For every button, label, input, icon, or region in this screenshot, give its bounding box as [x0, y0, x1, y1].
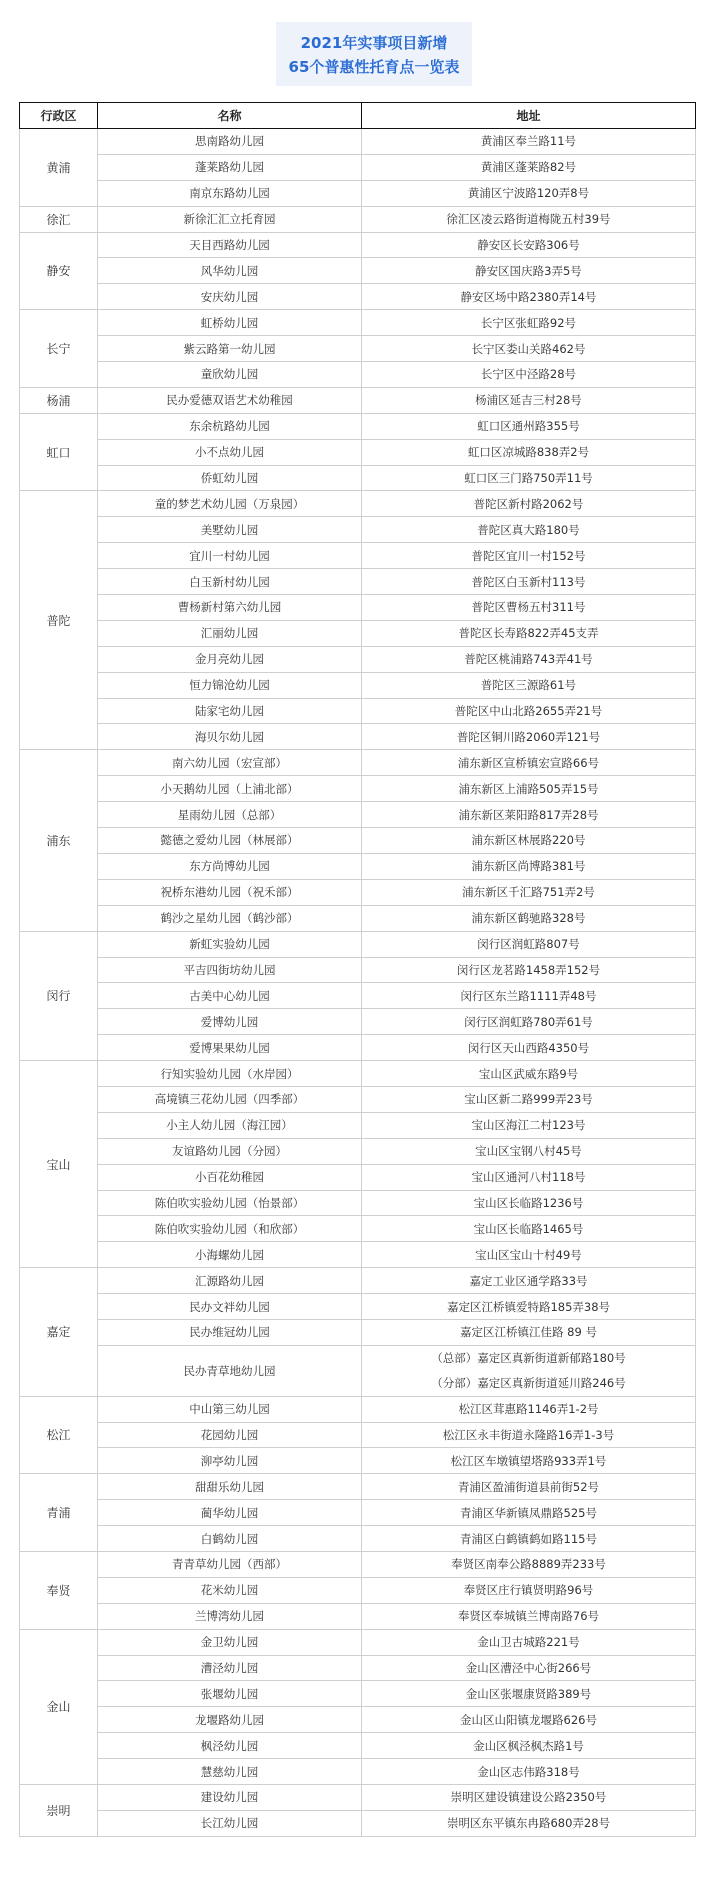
address-cell: 闵行区东兰路1111弄48号: [362, 983, 696, 1009]
name-cell: 小不点幼儿园: [98, 439, 362, 465]
district-cell: 松江: [20, 1396, 98, 1474]
table-row: [20, 620, 696, 646]
name-cell: 慧慈幼儿园: [98, 1759, 362, 1785]
table-row: [20, 1035, 696, 1061]
table-row: [20, 1577, 696, 1603]
name-cell: 古美中心幼儿园: [98, 983, 362, 1009]
name-cell: 蓬莱路幼儿园: [98, 154, 362, 180]
address-cell: 嘉定区江桥镇爱特路185弄38号: [362, 1294, 696, 1320]
name-cell: 汇丽幼儿园: [98, 620, 362, 646]
name-cell: 枫泾幼儿园: [98, 1733, 362, 1759]
address-cell: 崇明区建设镇建设公路2350号: [362, 1785, 696, 1811]
address-cell: 普陀区新村路2062号: [362, 491, 696, 517]
name-cell: 风华幼儿园: [98, 258, 362, 284]
address-cell: 金山区志伟路318号: [362, 1759, 696, 1785]
name-cell: 泖亭幼儿园: [98, 1448, 362, 1474]
name-cell: 侨虹幼儿园: [98, 465, 362, 491]
district-cell: 普陀: [20, 491, 98, 750]
column-header-address: 地址: [362, 103, 696, 129]
title-banner: [276, 22, 472, 86]
address-cell: 闵行区润虹路807号: [362, 931, 696, 957]
address-cell: 青浦区白鹤镇鹤如路115号: [362, 1526, 696, 1552]
table-row: [20, 1009, 696, 1035]
name-cell: 白玉新村幼儿园: [98, 569, 362, 595]
name-cell: 安庆幼儿园: [98, 284, 362, 310]
table-row: [20, 646, 696, 672]
table-row: [20, 1319, 696, 1345]
address-cell: 金山区山阳镇龙堰路626号: [362, 1707, 696, 1733]
address-cell: 普陀区桃浦路743弄41号: [362, 646, 696, 672]
name-cell: 汇源路幼儿园: [98, 1268, 362, 1294]
address-cell: 虹口区三门路750弄11号: [362, 465, 696, 491]
address-cell: 普陀区真大路180号: [362, 517, 696, 543]
name-cell: 南京东路幼儿园: [98, 180, 362, 206]
address-cell: 普陀区铜川路2060弄121号: [362, 724, 696, 750]
table-row: [20, 672, 696, 698]
table-row: [20, 180, 696, 206]
address-cell: 黄浦区奉兰路11号: [362, 129, 696, 155]
address-cell: 金山卫古城路221号: [362, 1629, 696, 1655]
address-cell: 宝山区通河八村118号: [362, 1164, 696, 1190]
name-cell: 漕泾幼儿园: [98, 1655, 362, 1681]
name-cell: 建设幼儿园: [98, 1785, 362, 1811]
address-cell: 普陀区白玉新村113号: [362, 569, 696, 595]
address-cell: 宝山区长临路1465号: [362, 1216, 696, 1242]
address-cell: 黄浦区蓬莱路82号: [362, 154, 696, 180]
name-cell: 天目西路幼儿园: [98, 232, 362, 258]
address-cell: （总部）嘉定区真新街道新郁路180号: [362, 1345, 696, 1370]
district-cell: 黄浦: [20, 129, 98, 207]
table-row: [20, 1164, 696, 1190]
address-cell: 长宁区中泾路28号: [362, 362, 696, 388]
name-cell: 花米幼儿园: [98, 1577, 362, 1603]
name-cell: 小百花幼稚园: [98, 1164, 362, 1190]
name-cell: 青青草幼儿园（西部）: [98, 1551, 362, 1577]
table-row: [20, 439, 696, 465]
name-cell: 龙堰路幼儿园: [98, 1707, 362, 1733]
table-row: [20, 258, 696, 284]
name-cell: 新虹实验幼儿园: [98, 931, 362, 957]
table-row: [20, 362, 696, 388]
address-cell: 普陀区长寿路822弄45支弄: [362, 620, 696, 646]
address-cell: 长宁区娄山关路462号: [362, 336, 696, 362]
address-cell: 普陀区宜川一村152号: [362, 543, 696, 569]
table-row: [20, 1603, 696, 1629]
table-row: [20, 776, 696, 802]
district-cell: 嘉定: [20, 1268, 98, 1396]
name-cell: 祝桥东港幼儿园（祝禾部）: [98, 879, 362, 905]
name-cell: 金月亮幼儿园: [98, 646, 362, 672]
district-cell: 长宁: [20, 310, 98, 388]
table-row: [20, 1810, 696, 1836]
name-cell: 民办爱德双语艺术幼稚园: [98, 387, 362, 413]
table-header-row: [20, 103, 696, 129]
table-row: [20, 1112, 696, 1138]
table-row: [20, 1396, 696, 1422]
table-row: [20, 387, 696, 413]
address-cell: 奉贤区南奉公路8889弄233号: [362, 1551, 696, 1577]
district-cell: 杨浦: [20, 387, 98, 413]
address-cell: 奉贤区奉城镇兰博南路76号: [362, 1603, 696, 1629]
table-row: [20, 1190, 696, 1216]
address-cell: 普陀区中山北路2655弄21号: [362, 698, 696, 724]
table-row: [20, 724, 696, 750]
district-cell: 静安: [20, 232, 98, 310]
table-row: [20, 828, 696, 854]
name-cell: 东余杭路幼儿园: [98, 413, 362, 439]
table-row: [20, 1242, 696, 1268]
table-row: [20, 802, 696, 828]
table-row: [20, 543, 696, 569]
address-cell: 金山区枫泾枫杰路1号: [362, 1733, 696, 1759]
district-cell: 金山: [20, 1629, 98, 1784]
district-cell: 浦东: [20, 750, 98, 931]
address-cell: 金山区漕泾中心街266号: [362, 1655, 696, 1681]
name-cell: 恒力锦沧幼儿园: [98, 672, 362, 698]
table-row: [20, 1500, 696, 1526]
name-cell: 蔺华幼儿园: [98, 1500, 362, 1526]
name-cell: 长江幼儿园: [98, 1810, 362, 1836]
table-row: [20, 284, 696, 310]
name-cell: 美墅幼儿园: [98, 517, 362, 543]
table-row: [20, 931, 696, 957]
table-row: [20, 1707, 696, 1733]
address-cell: 宝山区新二路999弄23号: [362, 1086, 696, 1112]
name-cell: 童的梦艺术幼儿园（万泉园）: [98, 491, 362, 517]
name-cell: 民办青草地幼儿园: [98, 1345, 362, 1396]
name-cell: 友谊路幼儿园（分园）: [98, 1138, 362, 1164]
table-row: [20, 1629, 696, 1655]
name-cell: 紫云路第一幼儿园: [98, 336, 362, 362]
name-cell: 宜川一村幼儿园: [98, 543, 362, 569]
table-row: [20, 1268, 696, 1294]
address-cell: 青浦区盈浦街道县前街52号: [362, 1474, 696, 1500]
table-row: [20, 491, 696, 517]
table-row: [20, 853, 696, 879]
table-row: [20, 698, 696, 724]
table-row: [20, 1216, 696, 1242]
table-row: [20, 1733, 696, 1759]
address-cell: 嘉定工业区通学路33号: [362, 1268, 696, 1294]
table-row: [20, 595, 696, 621]
table-row: [20, 1785, 696, 1811]
table-row: [20, 750, 696, 776]
address-cell: 宝山区武威东路9号: [362, 1061, 696, 1087]
name-cell: 曹杨新村第六幼儿园: [98, 595, 362, 621]
address-cell: 闵行区天山西路4350号: [362, 1035, 696, 1061]
table-row: [20, 465, 696, 491]
address-cell: 普陀区三源路61号: [362, 672, 696, 698]
table-row: [20, 1681, 696, 1707]
address-cell: 浦东新区鹤驰路328号: [362, 905, 696, 931]
district-cell: 徐汇: [20, 206, 98, 232]
name-cell: 爱博果果幼儿园: [98, 1035, 362, 1061]
name-cell: 星雨幼儿园（总部）: [98, 802, 362, 828]
name-cell: 陈伯吹实验幼儿园（和欣部）: [98, 1216, 362, 1242]
name-cell: 甜甜乐幼儿园: [98, 1474, 362, 1500]
name-cell: 南六幼儿园（宏宣部）: [98, 750, 362, 776]
table-row: [20, 569, 696, 595]
district-cell: 奉贤: [20, 1551, 98, 1629]
table-row: [20, 1138, 696, 1164]
address-cell: 黄浦区宁波路120弄8号: [362, 180, 696, 206]
column-header-district: 行政区: [20, 103, 98, 129]
address-cell: 普陀区曹杨五村311号: [362, 595, 696, 621]
name-cell: 思南路幼儿园: [98, 129, 362, 155]
name-cell: 鹤沙之星幼儿园（鹤沙部）: [98, 905, 362, 931]
name-cell: 东方尚博幼儿园: [98, 853, 362, 879]
address-cell: 奉贤区庄行镇贤明路96号: [362, 1577, 696, 1603]
table-row: [20, 957, 696, 983]
address-cell: 浦东新区上浦路505弄15号: [362, 776, 696, 802]
district-cell: 崇明: [20, 1785, 98, 1837]
table-row: [20, 517, 696, 543]
address-cell: 青浦区华新镇凤鼎路525号: [362, 1500, 696, 1526]
name-cell: 民办文袢幼儿园: [98, 1294, 362, 1320]
name-cell: 高境镇三花幼儿园（四季部）: [98, 1086, 362, 1112]
table-row: [20, 310, 696, 336]
district-cell: 虹口: [20, 413, 98, 491]
address-cell: 静安区国庆路3弄5号: [362, 258, 696, 284]
address-cell: 宝山区宝钢八村45号: [362, 1138, 696, 1164]
address-cell: 金山区张堰康贤路389号: [362, 1681, 696, 1707]
table-row: [20, 1759, 696, 1785]
address-cell: 松江区永丰街道永隆路16弄1-3号: [362, 1422, 696, 1448]
table-row: [20, 1422, 696, 1448]
address-cell: 宝山区长临路1236号: [362, 1190, 696, 1216]
name-cell: 海贝尔幼儿园: [98, 724, 362, 750]
name-cell: 兰博湾幼儿园: [98, 1603, 362, 1629]
name-cell: 花园幼儿园: [98, 1422, 362, 1448]
address-cell: 宝山区海江二村123号: [362, 1112, 696, 1138]
district-cell: 宝山: [20, 1061, 98, 1268]
address-cell: 松江区茸惠路1146弄1-2号: [362, 1396, 696, 1422]
name-cell: 虹桥幼儿园: [98, 310, 362, 336]
name-cell: 小海螺幼儿园: [98, 1242, 362, 1268]
address-cell: 闵行区润虹路780弄61号: [362, 1009, 696, 1035]
table-row: [20, 1448, 696, 1474]
table-row: [20, 1345, 696, 1370]
page-subtitle: 65个普惠性托育点一览表: [288, 58, 460, 76]
address-cell: 松江区车墩镇望塔路933弄1号: [362, 1448, 696, 1474]
address-cell: 嘉定区江桥镇江佳路 89 号: [362, 1319, 696, 1345]
address-cell: 杨浦区延吉三村28号: [362, 387, 696, 413]
name-cell: 小主人幼儿园（海江园）: [98, 1112, 362, 1138]
address-cell: 虹口区通州路355号: [362, 413, 696, 439]
address-cell: （分部）嘉定区真新街道延川路246号: [362, 1371, 696, 1396]
district-cell: 闵行: [20, 931, 98, 1060]
page-title: 2021年实事项目新增: [300, 34, 448, 52]
district-cell: 青浦: [20, 1474, 98, 1552]
table-row: [20, 1086, 696, 1112]
address-cell: 静安区长安路306号: [362, 232, 696, 258]
name-cell: 白鹤幼儿园: [98, 1526, 362, 1552]
table-row: [20, 336, 696, 362]
table-row: [20, 1474, 696, 1500]
table-row: [20, 232, 696, 258]
address-cell: 长宁区张虹路92号: [362, 310, 696, 336]
table-row: [20, 905, 696, 931]
table-row: [20, 413, 696, 439]
name-cell: 陈伯吹实验幼儿园（怡景部）: [98, 1190, 362, 1216]
table-row: [20, 129, 696, 155]
table-row: [20, 1551, 696, 1577]
name-cell: 童欣幼儿园: [98, 362, 362, 388]
name-cell: 民办维冠幼儿园: [98, 1319, 362, 1345]
name-cell: 小天鹅幼儿园（上浦北部）: [98, 776, 362, 802]
name-cell: 张堰幼儿园: [98, 1681, 362, 1707]
table-row: [20, 1526, 696, 1552]
column-header-name: 名称: [98, 103, 362, 129]
table-row: [20, 206, 696, 232]
name-cell: 新徐汇汇立托育园: [98, 206, 362, 232]
name-cell: 金卫幼儿园: [98, 1629, 362, 1655]
address-cell: 浦东新区林展路220号: [362, 828, 696, 854]
address-cell: 浦东新区莱阳路817弄28号: [362, 802, 696, 828]
childcare-table: [19, 102, 696, 1837]
table-row: [20, 154, 696, 180]
table-body: [20, 129, 696, 1837]
table-row: [20, 1061, 696, 1087]
name-cell: 行知实验幼儿园（水岸园）: [98, 1061, 362, 1087]
address-cell: 闵行区龙茗路1458弄152号: [362, 957, 696, 983]
name-cell: 中山第三幼儿园: [98, 1396, 362, 1422]
table-row: [20, 1294, 696, 1320]
address-cell: 崇明区东平镇东冉路680弄28号: [362, 1810, 696, 1836]
address-cell: 浦东新区尚博路381号: [362, 853, 696, 879]
address-cell: 浦东新区千汇路751弄2号: [362, 879, 696, 905]
table-row: [20, 879, 696, 905]
table-row: [20, 1655, 696, 1681]
address-cell: 徐汇区凌云路街道梅陇五村39号: [362, 206, 696, 232]
address-cell: 静安区场中路2380弄14号: [362, 284, 696, 310]
name-cell: 懿德之爱幼儿园（林展部）: [98, 828, 362, 854]
address-cell: 虹口区凉城路838弄2号: [362, 439, 696, 465]
name-cell: 爱博幼儿园: [98, 1009, 362, 1035]
address-cell: 宝山区宝山十村49号: [362, 1242, 696, 1268]
name-cell: 陆家宅幼儿园: [98, 698, 362, 724]
name-cell: 平吉四街坊幼儿园: [98, 957, 362, 983]
table-row: [20, 983, 696, 1009]
address-cell: 浦东新区宣桥镇宏宣路66号: [362, 750, 696, 776]
